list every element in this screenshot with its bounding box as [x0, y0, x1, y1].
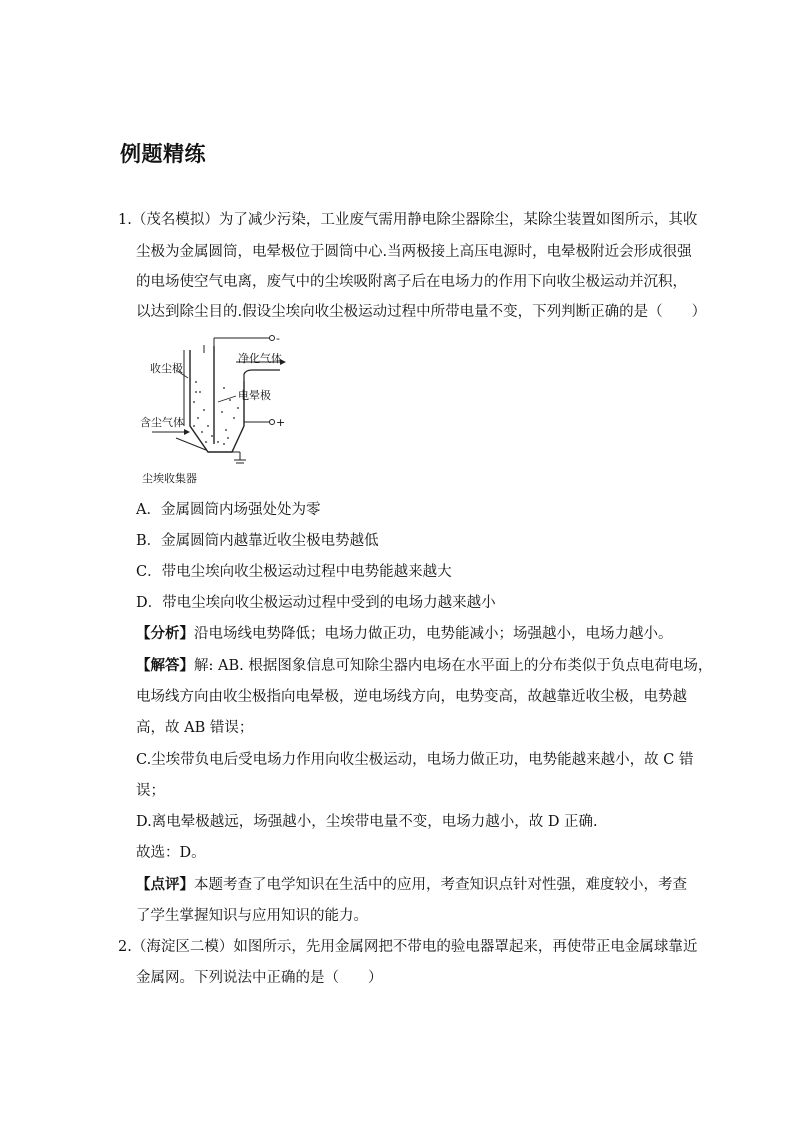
positive-label: + — [276, 416, 286, 429]
q1-stem-line-1: 1.（茂名模拟）为了减少污染，工业废气需用静电除尘器除尘，某除尘装置如图所示，其收 — [118, 212, 698, 228]
collector-cylinder — [190, 350, 244, 452]
analysis-tag: 【分析】 — [136, 625, 194, 642]
q1-solution-first — [136, 656, 712, 676]
q1-analysis — [136, 624, 673, 644]
q1-solution-line-2: 高，故 AB 错误； — [136, 720, 254, 736]
comment-first-text: 本题考查了电学知识在生活中的应用，考查知识点针对性强，难度较小，考查 — [194, 877, 687, 893]
q1-solution-line-4: 误； — [136, 783, 165, 799]
corona-leader — [218, 396, 236, 402]
comment-tag: 【点评】 — [136, 876, 194, 893]
q1-solution-line-5: D.离电晕极越远，场强越小，尘埃带电量不变，电场力越小，故 D 正确. — [136, 814, 598, 830]
analysis-text: 沿电场线电势降低；电场力做正功，电势能减小；场强越小，电场力越小。 — [194, 626, 673, 642]
collector-label: 收尘极 — [150, 362, 183, 375]
dust-collector-label: 尘埃收集器 — [142, 472, 197, 485]
q1-comment-first — [136, 875, 687, 895]
precipitator-diagram — [128, 326, 300, 486]
q1-option-a: A．金属圆筒内场强处处为零 — [136, 502, 321, 518]
section-title: 例题精练 — [120, 142, 206, 166]
q2-stem-line-1: 2.（海淀区二模）如图所示，先用金属网把不带电的验电器罩起来，再使带正电金属球靠近 — [118, 939, 698, 955]
positive-terminal — [270, 420, 275, 425]
dust-collector-leader — [176, 438, 206, 450]
outlet-pipe — [244, 370, 280, 381]
q2-stem-line-2: 金属网。下列说法中正确的是（ ） — [136, 970, 383, 986]
solution-first-text: 解: AB. 根据图象信息可知除尘器内电场在水平面上的分布类似于负点电荷电场， — [194, 658, 713, 674]
solution-tag: 【解答】 — [136, 657, 194, 674]
q1-solution-line-1: 电场线方向由收尘极指向电晕极，逆电场线方向，电势变高，故越靠近收尘极，电势越 — [136, 689, 687, 705]
q1-solution-line-6: 故选：D。 — [136, 845, 206, 861]
q1-stem-line-4: 以达到除尘目的.假设尘埃向收尘极运动过程中所带电量不变，下列判断正确的是（ ） — [136, 304, 707, 320]
q1-stem-line-2: 尘极为金属圆筒，电晕极位于圆筒中心.当两极接上高压电源时，电晕极附近会形成很强 — [136, 244, 692, 260]
corona-label: 电晕极 — [238, 389, 271, 402]
q1-solution-line-3: C.尘埃带负电后受电场力作用向收尘极运动，电场力做正功，电势能越来越小，故 C 错 — [136, 752, 694, 768]
clean-gas-label: 净化气体 — [238, 352, 282, 365]
q1-stem-line-3: 的电场使空气电离，废气中的尘埃吸附离子后在电场力的作用下向收尘极运动并沉积， — [136, 274, 687, 290]
negative-terminal — [270, 336, 275, 341]
dusty-gas-label: 含尘气体 — [140, 416, 184, 429]
negative-label: - — [276, 332, 280, 345]
q1-option-c: C．带电尘埃向收尘极运动过程中电势能越来越大 — [136, 564, 452, 580]
precipitator-figure — [128, 326, 300, 486]
dust-particles — [193, 381, 239, 445]
q1-option-b: B．金属圆筒内越靠近收尘极电势越低 — [136, 533, 379, 549]
dusty-gas-arrowhead — [184, 429, 190, 435]
q1-option-d: D．带电尘埃向收尘极运动过程中受到的电场力越来越小 — [136, 595, 496, 611]
q1-comment-second: 了学生掌握知识与应用知识的能力。 — [136, 908, 368, 924]
